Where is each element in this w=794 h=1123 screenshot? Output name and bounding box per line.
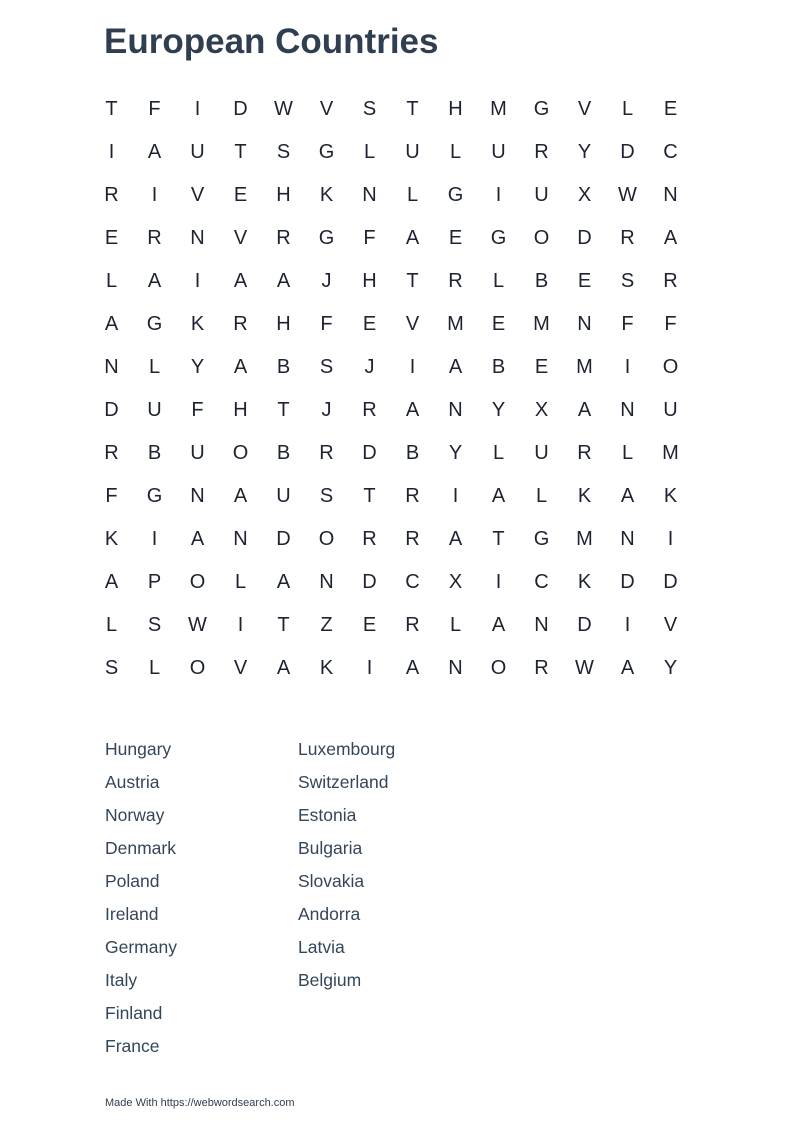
grid-letter: F	[664, 313, 677, 335]
grid-letter: N	[534, 614, 549, 636]
grid-letter: H	[233, 399, 248, 421]
grid-letter: A	[147, 270, 162, 292]
grid-letter: N	[190, 227, 205, 249]
grid-letter: K	[319, 184, 334, 206]
grid-letter: D	[620, 141, 635, 163]
grid-letter: T	[277, 399, 290, 421]
grid-letter: G	[146, 313, 163, 335]
grid-letter: X	[534, 399, 549, 421]
grid-letter: I	[366, 657, 373, 679]
grid-letter: R	[534, 141, 549, 163]
grid-letter: N	[620, 528, 635, 550]
grid-letter: G	[533, 98, 550, 120]
grid-letter: G	[318, 141, 335, 163]
grid-letter: U	[147, 399, 162, 421]
grid-letter: V	[405, 313, 420, 335]
grid-letter: E	[534, 356, 549, 378]
grid-letter: I	[194, 270, 201, 292]
grid-letter: G	[533, 528, 550, 550]
word-list-item: Estonia	[298, 805, 357, 825]
grid-letter: A	[276, 270, 291, 292]
grid-letter: O	[318, 528, 335, 550]
grid-letter: O	[189, 657, 206, 679]
word-list-item: Andorra	[298, 904, 361, 924]
grid-letter: D	[362, 571, 377, 593]
grid-letter: K	[577, 485, 592, 507]
grid-letter: L	[621, 98, 634, 120]
grid-letter: I	[624, 614, 631, 636]
grid-letter: T	[277, 614, 290, 636]
grid-letter: M	[576, 356, 593, 378]
grid-letter: V	[233, 227, 248, 249]
word-list-column-2	[298, 737, 395, 1001]
letter-grid	[90, 88, 692, 690]
grid-letter: I	[151, 184, 158, 206]
word-list-item: Belgium	[298, 970, 362, 990]
grid-letter: V	[233, 657, 248, 679]
word-list-item: Hungary	[105, 739, 172, 759]
grid-letter: Y	[663, 657, 678, 679]
grid-letter: U	[534, 442, 549, 464]
word-list-item: France	[105, 1036, 160, 1056]
grid-letter: R	[620, 227, 635, 249]
grid-letter: R	[448, 270, 463, 292]
grid-letter: I	[624, 356, 631, 378]
grid-letter: V	[319, 98, 334, 120]
grid-letter: A	[104, 313, 119, 335]
grid-letter: A	[276, 571, 291, 593]
footer-credit: Made With https://webwordsearch.com	[105, 1097, 295, 1109]
grid-letter: E	[491, 313, 506, 335]
grid-letter: X	[577, 184, 592, 206]
grid-letter: D	[362, 442, 377, 464]
word-list-column-1	[105, 737, 177, 1067]
grid-letter: N	[362, 184, 377, 206]
word-list-item: Latvia	[298, 937, 345, 957]
grid-letter: F	[105, 485, 118, 507]
grid-letter: O	[189, 571, 206, 593]
grid-letter: A	[405, 399, 420, 421]
grid-letter: R	[276, 227, 291, 249]
grid-letter: H	[276, 313, 291, 335]
grid-letter: A	[620, 657, 635, 679]
grid-letter: L	[449, 141, 462, 163]
grid-letter: O	[662, 356, 679, 378]
word-list-item: Luxembourg	[298, 739, 396, 759]
grid-letter: Y	[448, 442, 463, 464]
grid-letter: R	[405, 528, 420, 550]
grid-letter: T	[406, 98, 419, 120]
grid-letter: L	[148, 657, 161, 679]
grid-letter: M	[447, 313, 464, 335]
grid-letter: K	[319, 657, 334, 679]
grid-letter: R	[104, 184, 119, 206]
grid-letter: W	[618, 184, 637, 206]
grid-letter: I	[409, 356, 416, 378]
grid-letter: J	[364, 356, 375, 378]
grid-letter: K	[190, 313, 205, 335]
grid-letter: I	[108, 141, 115, 163]
grid-letter: T	[234, 141, 247, 163]
grid-letter: R	[577, 442, 592, 464]
grid-letter: L	[492, 270, 505, 292]
grid-letter: M	[662, 442, 679, 464]
grid-letter: R	[147, 227, 162, 249]
grid-letter: R	[233, 313, 248, 335]
grid-letter: H	[276, 184, 291, 206]
grid-letter: M	[533, 313, 550, 335]
word-list-item: Switzerland	[298, 772, 389, 792]
grid-letter: C	[534, 571, 549, 593]
grid-letter: W	[575, 657, 594, 679]
grid-letter: I	[194, 98, 201, 120]
grid-letter: L	[535, 485, 548, 507]
grid-letter: H	[448, 98, 463, 120]
grid-letter: G	[146, 485, 163, 507]
grid-letter: S	[362, 98, 377, 120]
grid-letter: E	[362, 614, 377, 636]
grid-letter: U	[491, 141, 506, 163]
grid-letter: K	[577, 571, 592, 593]
grid-letter: P	[147, 571, 162, 593]
grid-letter: S	[104, 657, 119, 679]
grid-letter: G	[490, 227, 507, 249]
grid-letter: U	[405, 141, 420, 163]
grid-letter: I	[495, 571, 502, 593]
grid-letter: D	[233, 98, 248, 120]
grid-letter: V	[190, 184, 205, 206]
grid-letter: R	[362, 528, 377, 550]
grid-letter: T	[492, 528, 505, 550]
grid-letter: N	[104, 356, 119, 378]
grid-letter: D	[104, 399, 119, 421]
grid-letter: F	[363, 227, 376, 249]
grid-letter: Z	[320, 614, 333, 636]
grid-letter: G	[447, 184, 464, 206]
grid-letter: M	[490, 98, 507, 120]
word-list-item: Denmark	[105, 838, 176, 858]
grid-letter: D	[577, 227, 592, 249]
grid-letter: K	[663, 485, 678, 507]
word-list-item: Slovakia	[298, 871, 365, 891]
word-list-item: Germany	[105, 937, 177, 957]
grid-letter: A	[190, 528, 205, 550]
grid-letter: A	[491, 614, 506, 636]
grid-letter: A	[104, 571, 119, 593]
grid-letter: J	[321, 270, 332, 292]
grid-letter: V	[663, 614, 678, 636]
grid-letter: G	[318, 227, 335, 249]
grid-letter: O	[232, 442, 249, 464]
grid-letter: L	[105, 270, 118, 292]
grid-letter: J	[321, 399, 332, 421]
grid-letter: I	[237, 614, 244, 636]
grid-letter: N	[233, 528, 248, 550]
grid-letter: D	[276, 528, 291, 550]
grid-letter: A	[491, 485, 506, 507]
grid-letter: F	[621, 313, 634, 335]
grid-letter: R	[104, 442, 119, 464]
grid-letter: N	[620, 399, 635, 421]
grid-letter: L	[492, 442, 505, 464]
grid-letter: B	[276, 356, 291, 378]
grid-letter: O	[533, 227, 550, 249]
word-list-item: Bulgaria	[298, 838, 363, 858]
grid-letter: A	[663, 227, 678, 249]
grid-letter: E	[577, 270, 592, 292]
grid-letter: U	[276, 485, 291, 507]
grid-letter: E	[448, 227, 463, 249]
grid-letter: E	[233, 184, 248, 206]
grid-letter: R	[405, 614, 420, 636]
grid-letter: U	[534, 184, 549, 206]
grid-letter: A	[448, 528, 463, 550]
grid-letter: F	[191, 399, 204, 421]
grid-letter: L	[406, 184, 419, 206]
page-title: European Countries	[104, 22, 439, 61]
grid-letter: I	[495, 184, 502, 206]
grid-letter: L	[363, 141, 376, 163]
grid-letter: L	[148, 356, 161, 378]
grid-letter: A	[620, 485, 635, 507]
grid-letter: B	[147, 442, 162, 464]
grid-letter: A	[233, 485, 248, 507]
grid-letter: A	[233, 356, 248, 378]
grid-letter: I	[667, 528, 674, 550]
grid-letter: N	[577, 313, 592, 335]
grid-letter: T	[406, 270, 419, 292]
grid-letter: S	[319, 356, 334, 378]
grid-letter: B	[276, 442, 291, 464]
grid-letter: U	[190, 442, 205, 464]
grid-letter: A	[405, 227, 420, 249]
grid-letter: N	[190, 485, 205, 507]
word-list-item: Norway	[105, 805, 165, 825]
grid-letter: B	[534, 270, 549, 292]
word-list-item: Italy	[105, 970, 138, 990]
grid-letter: S	[147, 614, 162, 636]
grid-letter: W	[274, 98, 293, 120]
grid-letter: L	[449, 614, 462, 636]
word-list-item: Poland	[105, 871, 160, 891]
grid-letter: E	[362, 313, 377, 335]
grid-letter: A	[276, 657, 291, 679]
grid-letter: D	[577, 614, 592, 636]
grid-letter: V	[577, 98, 592, 120]
grid-letter: T	[105, 98, 118, 120]
grid-letter: L	[105, 614, 118, 636]
grid-letter: R	[362, 399, 377, 421]
grid-letter: U	[663, 399, 678, 421]
grid-letter: F	[320, 313, 333, 335]
grid-letter: I	[452, 485, 459, 507]
grid-letter: A	[147, 141, 162, 163]
grid-letter: L	[234, 571, 247, 593]
grid-letter: E	[663, 98, 678, 120]
grid-letter: N	[448, 399, 463, 421]
grid-letter: N	[319, 571, 334, 593]
grid-letter: Y	[190, 356, 205, 378]
grid-letter: D	[620, 571, 635, 593]
grid-letter: R	[534, 657, 549, 679]
word-list-item: Finland	[105, 1003, 163, 1023]
grid-letter: Y	[577, 141, 592, 163]
grid-letter: K	[104, 528, 119, 550]
word-list-item: Austria	[105, 772, 160, 792]
grid-letter: H	[362, 270, 377, 292]
grid-letter: U	[190, 141, 205, 163]
grid-letter: N	[448, 657, 463, 679]
grid-letter: A	[233, 270, 248, 292]
grid-letter: Y	[491, 399, 506, 421]
grid-letter: F	[148, 98, 161, 120]
grid-letter: A	[448, 356, 463, 378]
grid-letter: M	[576, 528, 593, 550]
grid-letter: W	[188, 614, 207, 636]
grid-letter: S	[620, 270, 635, 292]
grid-letter: I	[151, 528, 158, 550]
grid-letter: R	[663, 270, 678, 292]
grid-letter: C	[663, 141, 678, 163]
grid-letter: R	[405, 485, 420, 507]
grid-letter: R	[319, 442, 334, 464]
grid-letter: D	[663, 571, 678, 593]
grid-letter: A	[577, 399, 592, 421]
grid-letter: L	[621, 442, 634, 464]
grid-letter: E	[104, 227, 119, 249]
grid-letter: C	[405, 571, 420, 593]
word-list-item: Ireland	[105, 904, 159, 924]
grid-letter: X	[448, 571, 463, 593]
grid-letter: N	[663, 184, 678, 206]
grid-letter: B	[405, 442, 420, 464]
grid-letter: T	[363, 485, 376, 507]
grid-letter: S	[276, 141, 291, 163]
grid-letter: B	[491, 356, 506, 378]
grid-letter: O	[490, 657, 507, 679]
grid-letter: S	[319, 485, 334, 507]
grid-letter: A	[405, 657, 420, 679]
